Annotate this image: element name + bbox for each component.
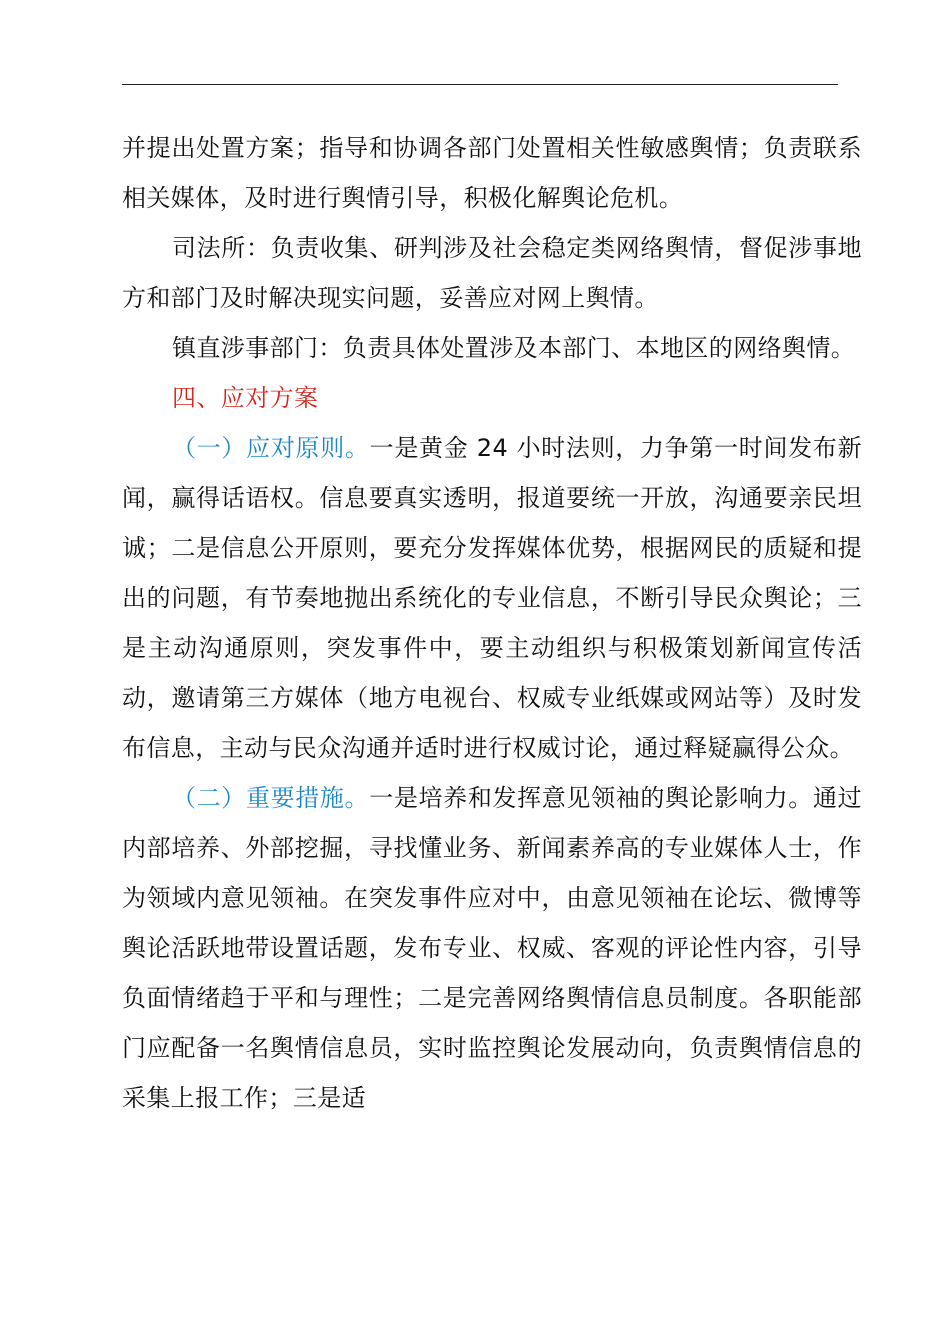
paragraph-judicial-office: 司法所：负责收集、研判涉及社会稳定类网络舆情，督促涉事地方和部门及时解决现实问题，妥善应对网上舆情。	[122, 234, 862, 312]
document-body	[122, 123, 862, 1123]
subheading-key-measures: （二）重要措施。	[172, 784, 370, 812]
paragraph-continuation: 并提出处置方案；指导和协调各部门处置相关性敏感舆情；负责联系相关媒体，及时进行舆情引导，积极化解舆论危机。	[122, 134, 862, 212]
paragraph-key-measures-body: 一是培养和发挥意见领袖的舆论影响力。通过内部培养、外部挖掘，寻找懂业务、新闻素养高的专业媒体人士，作为领域内意见领袖。在突发事件应对中，由意见领袖在论坛、微博等舆论活跃地带设置话题，发布专业、权威、客观的评论性内容，引导负面情绪趋于平和与理性；二是完善网络舆情信息员制度。各职能部门应配备一名舆情信息员，实时监控舆论发展动向，负责舆情信息的采集上报工作；三是适	[122, 784, 863, 1112]
subheading-response-principles: （一）应对原则。	[172, 434, 370, 462]
paragraph-response-principles-body: 一是黄金 24 小时法则，力争第一时间发布新闻，赢得话语权。信息要真实透明，报道要统一开放，沟通要亲民坦诚；二是信息公开原则，要充分发挥媒体优势，根据网民的质疑和提出的问题，有节奏地抛出系统化的专业信息，不断引导民众舆论；三是主动沟通原则，突发事件中，要主动组织与积极策划新闻宣传活动，邀请第三方媒体（地方电视台、权威专业纸媒或网站等）及时发布信息，主动与民众沟通并适时进行权威讨论，通过释疑赢得公众。	[122, 434, 862, 762]
section-heading-response-plan: 四、应对方案	[172, 384, 319, 412]
paragraph-key-measures	[122, 773, 862, 1123]
paragraph-response-principles	[122, 423, 862, 773]
paragraph-town-departments: 镇直涉事部门：负责具体处置涉及本部门、本地区的网络舆情。	[172, 334, 856, 362]
header-rule	[122, 84, 838, 85]
